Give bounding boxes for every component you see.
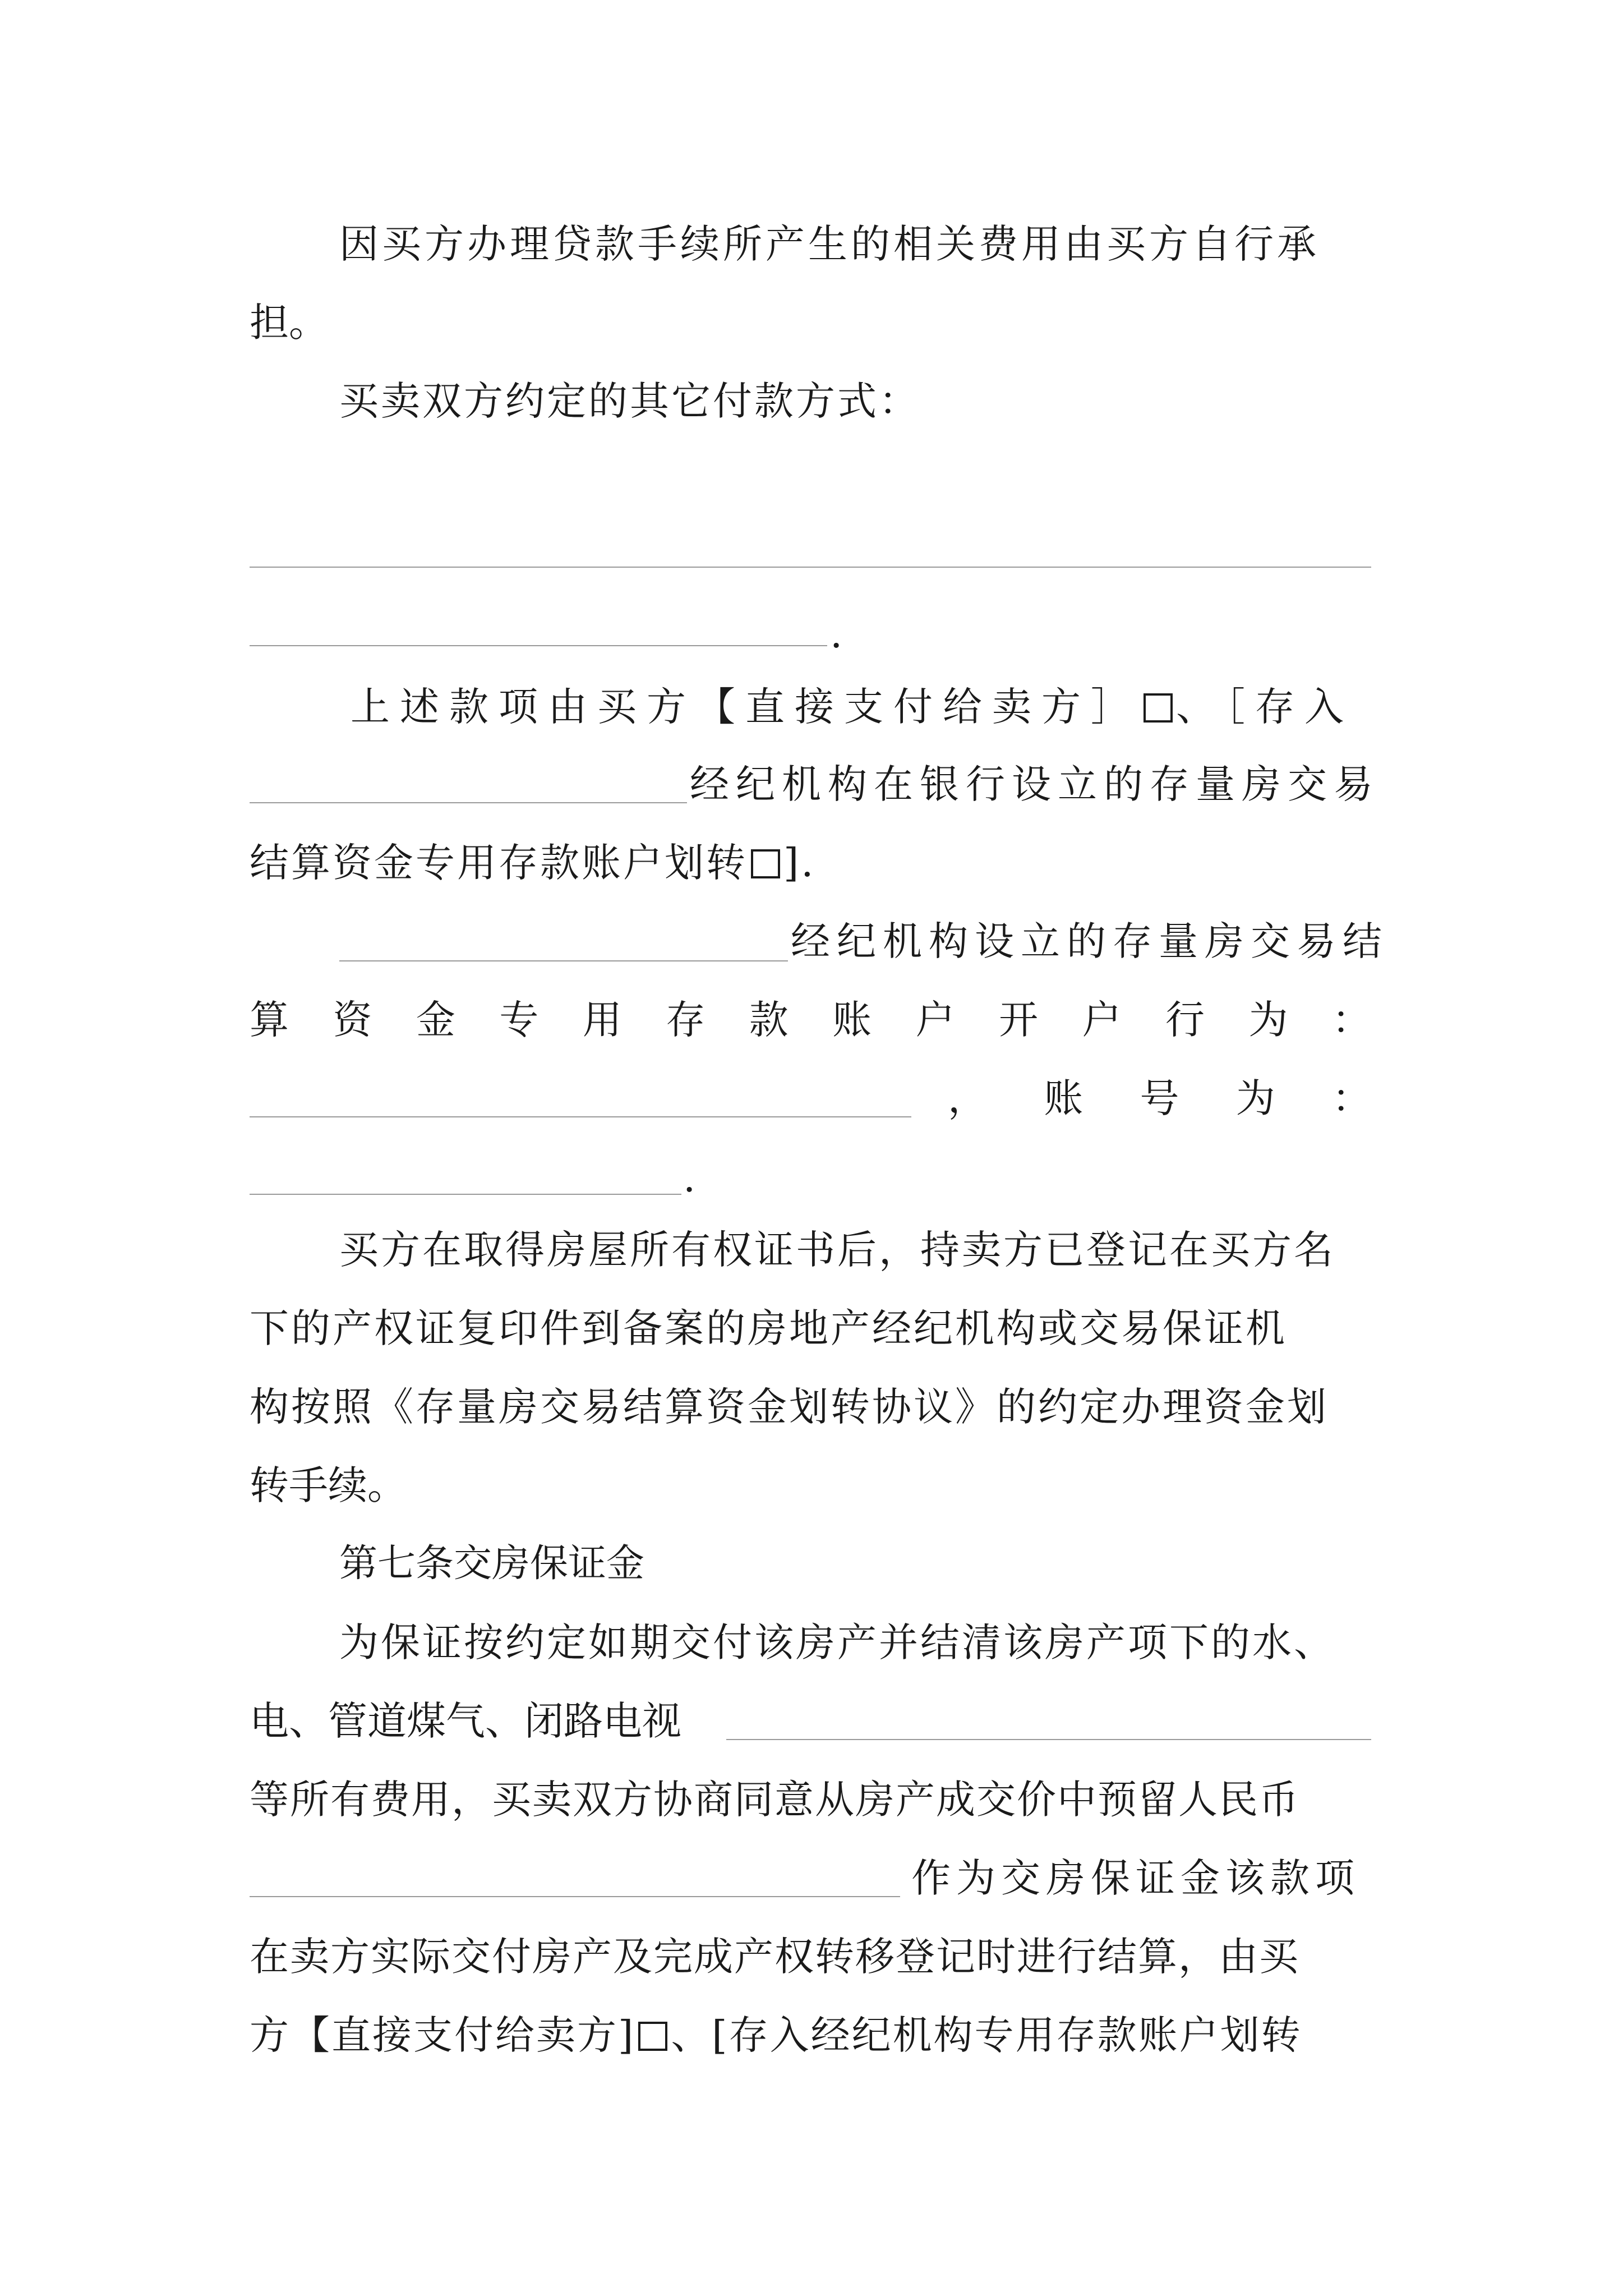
char: ： <box>1331 997 1371 1043</box>
paragraph-line: 为保证按约定如期交付该房产并结清该房产项下的水、 <box>339 1619 1335 1665</box>
char: ： <box>1332 1075 1371 1121</box>
checkbox-account-transfer[interactable] <box>751 849 780 878</box>
payment-direct-label: 上述款项由买方【直接支付给卖方］ <box>351 684 1140 730</box>
paragraph-line: 作为交房保证金该款项 <box>911 1855 1360 1901</box>
paragraph-line: 因买方办理贷款手续所产生的相关费用由买方自行承 <box>339 221 1320 267</box>
char: 账 <box>1044 1075 1083 1121</box>
account-number-blank[interactable] <box>250 1194 681 1195</box>
char: 专 <box>499 997 539 1043</box>
checkbox-deposit-direct[interactable] <box>638 2022 667 2051</box>
char: 行 <box>1165 997 1205 1043</box>
justified-line <box>250 992 1371 1048</box>
char: 款 <box>749 997 789 1043</box>
paragraph-line <box>250 2007 1302 2063</box>
paragraph-line: 电、管道煤气、闭路电视 <box>250 1698 681 1744</box>
section-heading: 第七条交房保证金 <box>339 1542 645 1586</box>
deposit-direct-label: 方【直接支付给卖方] <box>250 2012 635 2058</box>
char: 用 <box>582 997 622 1043</box>
fill-in-blank[interactable] <box>250 645 827 646</box>
paragraph-line: 经纪机构设立的存量房交易结 <box>791 918 1389 964</box>
paragraph-line: 担。 <box>250 300 328 346</box>
account-transfer-end: ]. <box>783 840 816 886</box>
justified-line <box>948 1070 1371 1126</box>
fill-in-blank[interactable] <box>339 960 788 961</box>
char: 开 <box>999 997 1039 1043</box>
fill-in-blank[interactable] <box>250 567 1371 568</box>
paragraph-line: . <box>830 611 843 657</box>
paragraph-line: 转手续。 <box>250 1462 407 1508</box>
checkbox-direct-pay[interactable] <box>1144 693 1173 723</box>
account-transfer-label: 结算资金专用存款账户划转 <box>250 840 748 886</box>
char: 算 <box>250 997 289 1043</box>
char: 存 <box>666 997 706 1043</box>
paragraph-line: 在卖方实际交付房产及完成产权转移登记时进行结算，由买 <box>250 1934 1299 1980</box>
paragraph-line: 下的产权证复印件到备案的房地产经纪机构或交易保证机 <box>250 1305 1287 1351</box>
paragraph-line: 买卖双方约定的其它付款方式： <box>339 378 920 424</box>
paragraph-line: 经纪机构在银行设立的存量房交易 <box>690 761 1380 807</box>
deposit-amount-blank[interactable] <box>250 1896 900 1897</box>
deposit-account-label: 、[存入经纪机构专用存款账户划转 <box>671 2012 1302 2058</box>
char: 资 <box>333 997 372 1043</box>
paragraph-line <box>250 835 816 891</box>
char: 为 <box>1248 997 1288 1043</box>
paragraph-line: 构按照《存量房交易结算资金划转协议》的约定办理资金划 <box>250 1384 1329 1430</box>
char: 号 <box>1140 1075 1179 1121</box>
char: 金 <box>416 997 455 1043</box>
paragraph-line: . <box>683 1155 696 1201</box>
char: ， <box>948 1075 987 1121</box>
payment-method-line <box>351 679 1354 735</box>
char: 户 <box>1082 997 1122 1043</box>
char: 为 <box>1235 1075 1275 1121</box>
fill-in-blank[interactable] <box>250 802 687 803</box>
paragraph-line: 等所有费用，买卖双方协商同意从房产成交价中预留人民币 <box>250 1777 1299 1823</box>
char: 账 <box>832 997 872 1043</box>
payment-deposit-label: 、［存入 <box>1176 684 1354 730</box>
bank-name-blank[interactable] <box>250 1116 911 1117</box>
char: 户 <box>915 997 955 1043</box>
paragraph-line: 买方在取得房屋所有权证书后，持卖方已登记在买方名 <box>339 1227 1335 1273</box>
fill-in-blank[interactable] <box>726 1739 1371 1740</box>
